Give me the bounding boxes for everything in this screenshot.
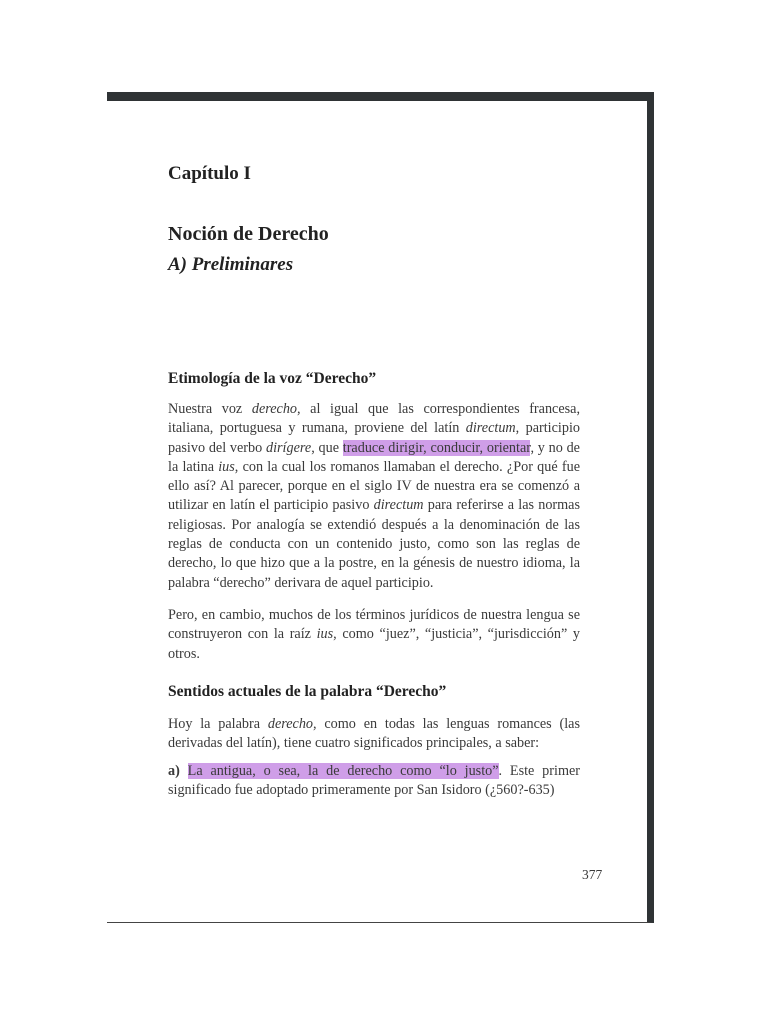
- italic-term: dirígere: [266, 439, 312, 456]
- text-run: . Este primer significado fue adoptado primeramente por San Isidoro (¿560?-635): [168, 763, 581, 799]
- etymology-paragraph-1: [168, 400, 580, 593]
- chapter-title: Noción de Derecho: [168, 223, 329, 245]
- etymology-heading: Etimología de la voz “Derecho”: [168, 370, 377, 387]
- page-number: 377: [582, 867, 603, 882]
- text-run: , como “juez”, “justicia”, “jurisdicción” y otros.: [168, 626, 580, 662]
- text-run: , al igual que las correspondientes francesa, italiana, portuguesa y rumana, proviene del latín: [168, 401, 581, 437]
- text-run: Nuestra voz: [168, 401, 252, 417]
- list-label: a): [168, 763, 180, 779]
- text-run: para referirse a las normas religiosas. Por analogía se extendió después a la denominación de las reglas de conducta con un contenido justo, como son las reglas de derecho, lo que hizo que a la postre, en la génesis de nuestro idioma, la palabra “derecho” derivara de aquel participio.: [168, 497, 580, 591]
- italic-term: ius: [218, 458, 235, 475]
- italic-term: directum: [465, 420, 516, 437]
- text-run: , participio pasivo del verbo: [168, 420, 580, 456]
- italic-term: derecho: [251, 401, 298, 417]
- text-run: , y no de la latina: [168, 439, 580, 475]
- meanings-paragraph-2: [168, 762, 580, 801]
- text-run: , que: [311, 439, 343, 456]
- section-subtitle: A) Preliminares: [168, 254, 294, 275]
- text-run: Pero, en cambio, muchos de los términos jurídicos de nuestra lengua se construyeron con la raíz: [168, 607, 580, 643]
- book-page: [107, 92, 654, 923]
- etymology-paragraph-2: [168, 606, 580, 664]
- highlighted-text[interactable]: La antigua, o sea, la de derecho como “lo justo”: [187, 763, 499, 779]
- meanings-paragraph-1: [168, 715, 580, 754]
- italic-term: directum: [373, 497, 424, 514]
- highlighted-text[interactable]: traduce dirigir, conducir, orientar: [342, 439, 531, 456]
- italic-term: derecho: [267, 716, 314, 732]
- text-run: , como en todas las lenguas romances (las derivadas del latín), tiene cuatro significados principales, a saber:: [168, 716, 580, 752]
- text-run: Hoy la palabra: [168, 716, 268, 732]
- meanings-heading: Sentidos actuales de la palabra “Derecho”: [168, 683, 447, 700]
- text-run: , con la cual los romanos llamaban el derecho. ¿Por qué fue ello así? Al parecer, porque en el siglo IV de nuestra era se comenzó a utilizar en latín el participio pasivo: [168, 458, 580, 514]
- italic-term: ius: [316, 626, 334, 643]
- chapter-label: Capítulo I: [168, 163, 251, 184]
